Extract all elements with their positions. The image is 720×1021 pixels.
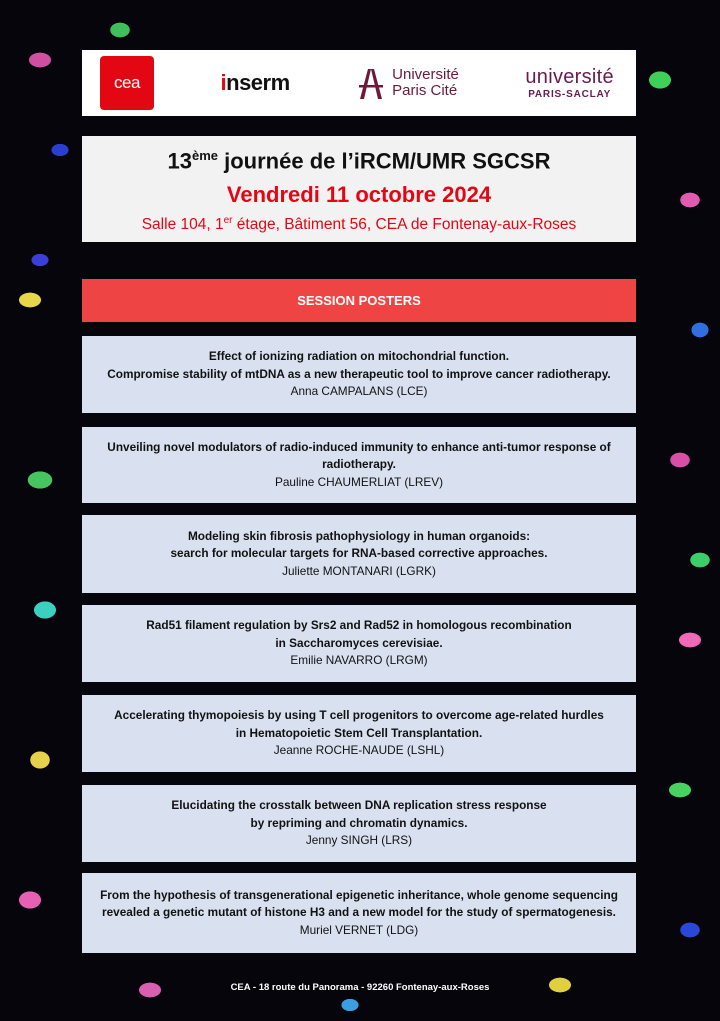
poster-card [82,785,636,862]
footer-address: CEA - 18 route du Panorama - 92260 Fontenay-aux-Roses [230,982,490,993]
poster-author: Anna CAMPALANS (LCE) [290,384,428,399]
poster-title: From the hypothesis of transgenerational epigenetic inheritance, whole genome sequencing revealed a genetic mutant of histone H3 and a new model for the study of spermatogenesis. [100,887,618,920]
poster-title: Elucidating the crosstalk between DNA replication stress response by repriming and chromatin dynamics. [171,798,547,830]
poster-card [82,427,636,503]
poster-author: Juliette MONTANARI (LGRK) [282,563,436,578]
poster-author: Emilie NAVARRO (LRGM) [290,653,428,668]
poster-author: Muriel VERNET (LDG) [299,922,419,937]
inserm-logo: inserm [220,70,290,95]
event-date: Vendredi 11 octobre 2024 [226,182,492,208]
paris-cite-emblem-icon [356,65,386,101]
poster-card [82,873,636,953]
poster-author: Jenny SINGH (LRS) [305,833,413,848]
event-location: Salle 104, 1er étage, Bâtiment 56, CEA de Fontenay-aux-Roses [141,215,577,234]
poster-card [82,695,636,772]
poster-card [82,336,636,413]
poster-title: Rad51 filament regulation by Srs2 and Rad52 in homologous recombination in Saccharomyces cerevisiae. [146,618,572,650]
poster-title: Accelerating thymopoiesis by using T cell progenitors to overcome age-related hurdles in Hematopoietic Stem Cell Transplantation. [114,708,604,740]
poster-title: Modeling skin fibrosis pathophysiology in human organoids: search for molecular targets for RNA-based corrective approaches. [170,528,548,561]
universite-paris-saclay-logo: université PARIS-SACLAY [525,65,614,100]
poster-author: Jeanne ROCHE-NAUDE (LSHL) [273,743,445,758]
poster-title: Unveiling novel modulators of radio-induced immunity to enhance anti-tumor response of radiotherapy. [107,439,611,472]
cea-logo: cea [100,56,154,110]
poster-title: Effect of ionizing radiation on mitochondrial function. Compromise stability of mtDNA as a new therapeutic tool to improve cancer radiotherapy. [107,349,611,381]
poster-card [82,515,636,593]
logo-banner [82,50,636,116]
event-name: 13ème journée de l’iRCM/UMR SGCSR [167,148,551,174]
poster-card [82,605,636,682]
session-heading: SESSION POSTERS [82,279,636,322]
universite-paris-cite-logo: Université Paris Cité [356,65,459,101]
poster-author: Pauline CHAUMERLIAT (LREV) [274,474,444,489]
event-title-block [82,136,636,242]
